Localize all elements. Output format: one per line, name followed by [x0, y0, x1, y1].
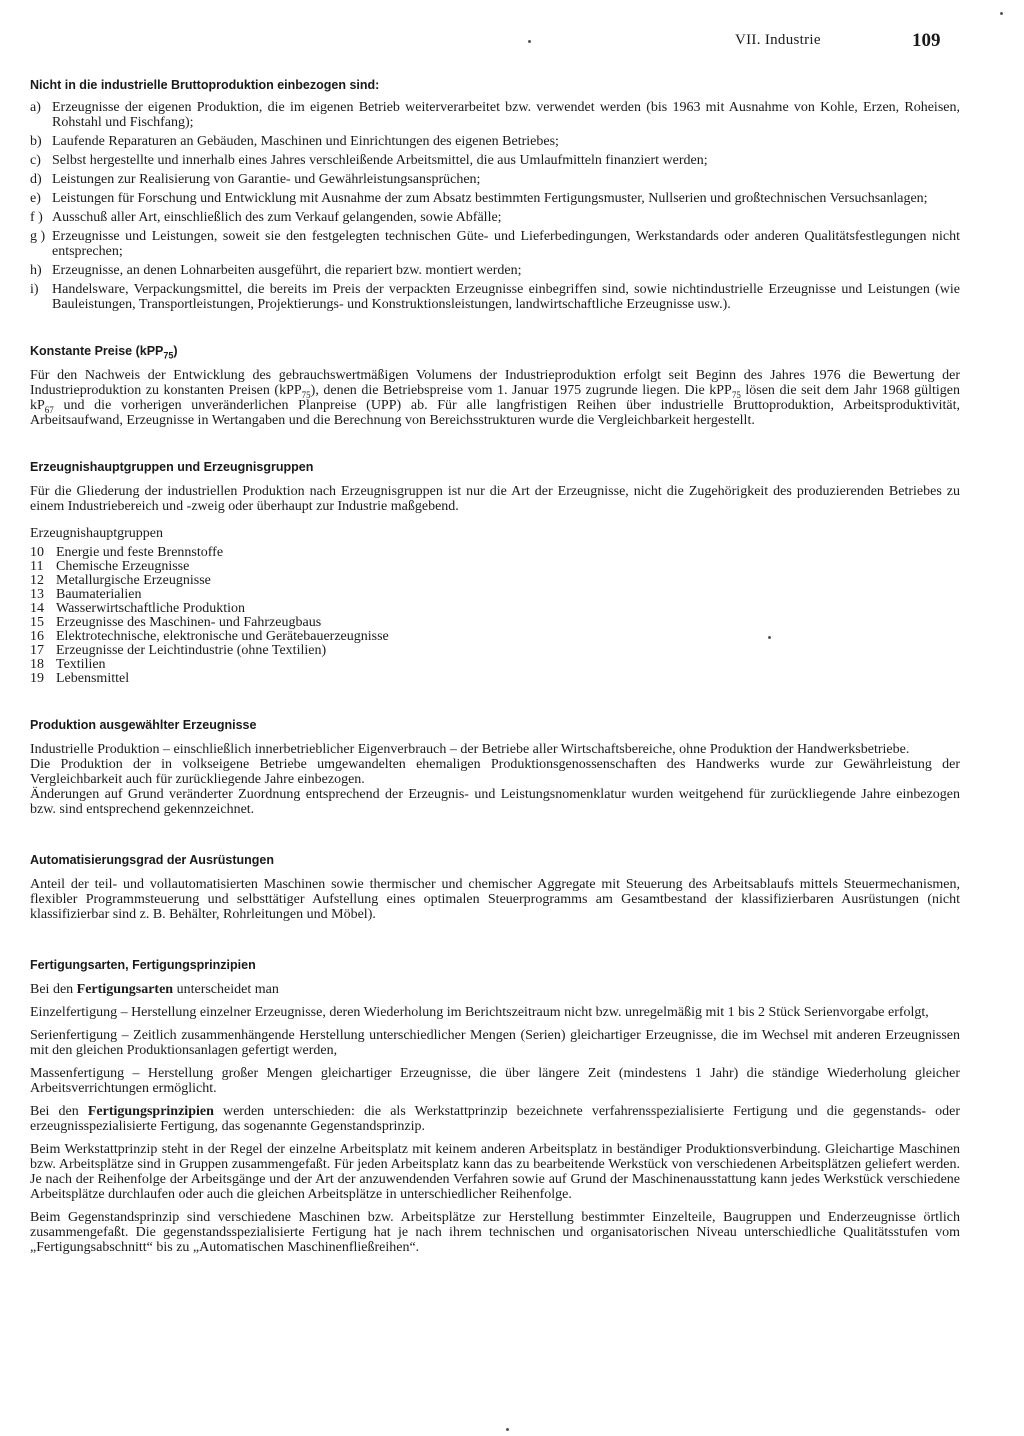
running-header — [0, 30, 1024, 54]
scan-speck — [528, 40, 531, 43]
section-title: VII. Industrie — [735, 32, 821, 48]
produktion-paragraph: Industrielle Produktion – einschließlich innerbetrieblicher Eigenverbrauch – der Betriebe aller Wirtschaftsbereiche, ohne Produktion der Handwerksbetriebe. — [30, 742, 910, 757]
list-item: e) Leistungen für Forschung und Entwicklung mit Ausnahme der zum Absatz bestimmten Fertigungsmuster, Nullserien und großtechnischen Versuchsanlagen; — [30, 191, 928, 206]
scan-speck — [506, 1428, 509, 1431]
list-item: 11 Chemische Erzeugnisse — [30, 559, 190, 574]
werkstattprinzip-paragraph: Beim Werkstattprinzip steht in der Regel der einzelne Arbeitsplatz mit keinem anderen Arbeitsplatz in beständiger Produktionsverbindung. Gleichartige Maschinen bzw. Arbeitsplätze sind in Gruppen zusammengefaßt. Für jeden Arbeitsplatz kann das zu bearbeitende Werkstück von verschiedenen Arbeitsplätzen geliefert werden. Je nach der Reihenfolge der Arbeitsgänge und der Art der anzuwendenden Verfahren sowie auf Grund der Maschinenausstattung kann jedes Werkstück verschiedene Arbeitsplätze durchlaufen oder auch die gleichen Arbeitsplätze in unterschiedlicher Reihenfolge. — [30, 1142, 960, 1202]
list-item: b) Laufende Reparaturen an Gebäuden, Maschinen und Einrichtungen des eigenen Betriebes; — [30, 134, 559, 149]
list-item: d) Leistungen zur Realisierung von Garantie- und Gewährleistungsansprüchen; — [30, 172, 481, 187]
list-item: 13 Baumaterialien — [30, 587, 142, 602]
konstante-paragraph: Für den Nachweis der Entwicklung des gebrauchswertmäßigen Volumens der Industrieproduktion erfolgt seit Beginn des Jahres 1976 die Bewertung der Industrieproduktion zu konstanten Preisen (kPP$_{75}$), denen die Betriebspreise vom 1. Januar 1975 zugrunde liegen. Die kPP$_{75}$ lösen die seit dem Jahr 1968 gültigen $kP_{67}$ und die vorherigen unveränderlichen Planpreise (UPP) ab. Für alle langfristigen Reihen über industrielle Bruttoproduktion, Arbeitsproduktivität, Arbeitsaufwand, Erzeugnisse in Wertangaben und die Berechnung von Bereichsstrukturen wurde die Vergleichbarkeit hergestellt. — [30, 368, 960, 428]
produktion-paragraph: Änderungen auf Grund veränderter Zuordnung entsprechend der Erzeugnis- und Leistungsnomenklatur wurden weitgehend für zurückliegende Jahre einbezogen bzw. sind entsprechend gekennzeichnet. — [30, 787, 960, 817]
list-item: 15 Erzeugnisse des Maschinen- und Fahrzeugbaus — [30, 615, 322, 630]
section-heading-automatisierung: Automatisierungsgrad der Ausrüstungen — [30, 853, 275, 867]
serienfertigung-paragraph: Serienfertigung – Zeitlich zusammenhängende Herstellung unterschiedlicher Mengen (Serien) gleichartiger Erzeugnisse, die im Wechsel mit anderen Erzeugnissen mit den gleichen Produktionsanlagen gefertigt werden, — [30, 1028, 960, 1058]
list-item: 14 Wasserwirtschaftliche Produktion — [30, 601, 245, 616]
erzeugnisgruppen-intro: Für die Gliederung der industriellen Produktion nach Erzeugnisgruppen ist nur die Art der Erzeugnisse, nicht die Zugehörigkeit des produzierenden Betriebes zu einem Industriebereich und -zweig oder überhaupt zur Industrie maßgebend. — [30, 484, 960, 514]
list-item: 16 Elektrotechnische, elektronische und Gerätebauerzeugnisse — [30, 629, 389, 644]
list-item: 18 Textilien — [30, 657, 106, 672]
automatisierung-paragraph: Anteil der teil- und vollautomatisierten Maschinen sowie thermischer und chemischer Aggregate mit Steuerung des Arbeitsablaufs mittels Steuermechanismen, flexibler Programmsteuerung und selbsttätiger Aufstellung eines optimalen Steuerprogramms am Gesamtbestand der klassifizierbaren Ausrüstungen (nicht klassifizierbar sind z. B. Behälter, Rohrleitungen und Möbel). — [30, 877, 960, 922]
list-item: h) Erzeugnisse, an denen Lohnarbeiten ausgeführt, die repariert bzw. montiert werden; — [30, 263, 522, 278]
section-heading-konstante-preise: Konstante Preise (kPP$_{75}$) — [30, 344, 178, 361]
section-heading-fertigung: Fertigungsarten, Fertigungsprinzipien — [30, 958, 256, 972]
fertigungsprinzipien-paragraph: Bei den Fertigungsprinzipien werden unterschieden: die als Werkstattprinzip bezeichnete verfahrensspezialisierte Fertigung und die gegenstands- oder erzeugnisspezialisierte Fertigung, das sogenannte Gegenstandsprinzip. — [30, 1104, 960, 1134]
scan-speck — [1000, 12, 1003, 15]
massenfertigung-paragraph: Massenfertigung – Herstellung großer Mengen gleichartiger Erzeugnisse, die über längere Zeit (mindestens 1 Jahr) die ständige Wiederholung gleicher Arbeitsverrichtungen ermöglicht. — [30, 1066, 960, 1096]
section-heading-erzeugnisgruppen: Erzeugnishauptgruppen und Erzeugnisgruppen — [30, 460, 314, 474]
list-item: f ) Ausschuß aller Art, einschließlich des zum Verkauf gelangenden, sowie Abfälle; — [30, 210, 502, 225]
gegenstandsprinzip-paragraph: Beim Gegenstandsprinzip sind verschiedene Maschinen bzw. Arbeitsplätze zur Herstellung bestimmter Einzelteile, Baugruppen und Enderzeugnisse örtlich zusammengefaßt. Die gegenstandsspezialisierte Fertigung hat je nach ihrem technischen und organisatorischen Niveau unterschiedliche Qualitätsstufen vom „Fertigungsabschnitt“ bis zu „Automatischen Maschinenfließreihen“. — [30, 1210, 960, 1255]
list-item: 19 Lebensmittel — [30, 671, 130, 686]
fertigungsarten-intro: Bei den Fertigungsarten unterscheidet man — [30, 982, 279, 997]
list-item: g ) Erzeugnisse und Leistungen, soweit sie den festgelegten technischen Güte- und Lieferbedingungen, Werkstandards oder anderen Qualitätsfestlegungen nicht entsprechen; — [30, 229, 960, 259]
scan-speck — [768, 636, 771, 639]
einzelfertigung-paragraph: Einzelfertigung – Herstellung einzelner Erzeugnisse, deren Wiederholung im Berichtszeitraum nicht bzw. unregelmäßig mit 1 bis 2 Stück Serienvorgabe erfolgt, — [30, 1005, 929, 1020]
hauptgruppen-list — [30, 546, 960, 686]
page-content — [30, 78, 960, 1263]
list-item: 12 Metallurgische Erzeugnisse — [30, 573, 211, 588]
list-item: 10 Energie und feste Brennstoffe — [30, 545, 224, 560]
excluded-heading: Nicht in die industrielle Bruttoproduktion einbezogen sind: — [30, 78, 380, 92]
list-item: a) Erzeugnisse der eigenen Produktion, die im eigenen Betrieb weiterverarbeitet bzw. verwendet werden (bis 1963 mit Ausnahme von Kohle, Erzen, Roheisen, Rohstahl und Fischfang); — [30, 100, 960, 130]
list-item: 17 Erzeugnisse der Leichtindustrie (ohne Textilien) — [30, 643, 327, 658]
list-item: i) Handelsware, Verpackungsmittel, die bereits im Preis der verpackten Erzeugnisse einbegriffen sind, sowie nichtindustrielle Erzeugnisse und Leistungen (wie Bauleistungen, Transportleistungen, Projektierungs- und Konstruktionsleistungen, landwirtschaftliche Erzeugnisse usw.). — [30, 282, 960, 312]
list-item: c) Selbst hergestellte und innerhalb eines Jahres verschleißende Arbeitsmittel, die aus Umlaufmitteln finanziert werden; — [30, 153, 708, 168]
section-heading-produktion: Produktion ausgewählter Erzeugnisse — [30, 718, 257, 732]
produktion-paragraph: Die Produktion der in volkseigene Betriebe umgewandelten ehemaligen Produktionsgenossenschaften des Handwerks wurde zur Gewährleistung der Vergleichbarkeit auch für zurückliegende Jahre einbezogen. — [30, 757, 960, 787]
hauptgruppen-title: Erzeugnishauptgruppen — [30, 526, 163, 541]
excluded-list — [30, 100, 960, 312]
page-number: 109 — [912, 30, 941, 51]
